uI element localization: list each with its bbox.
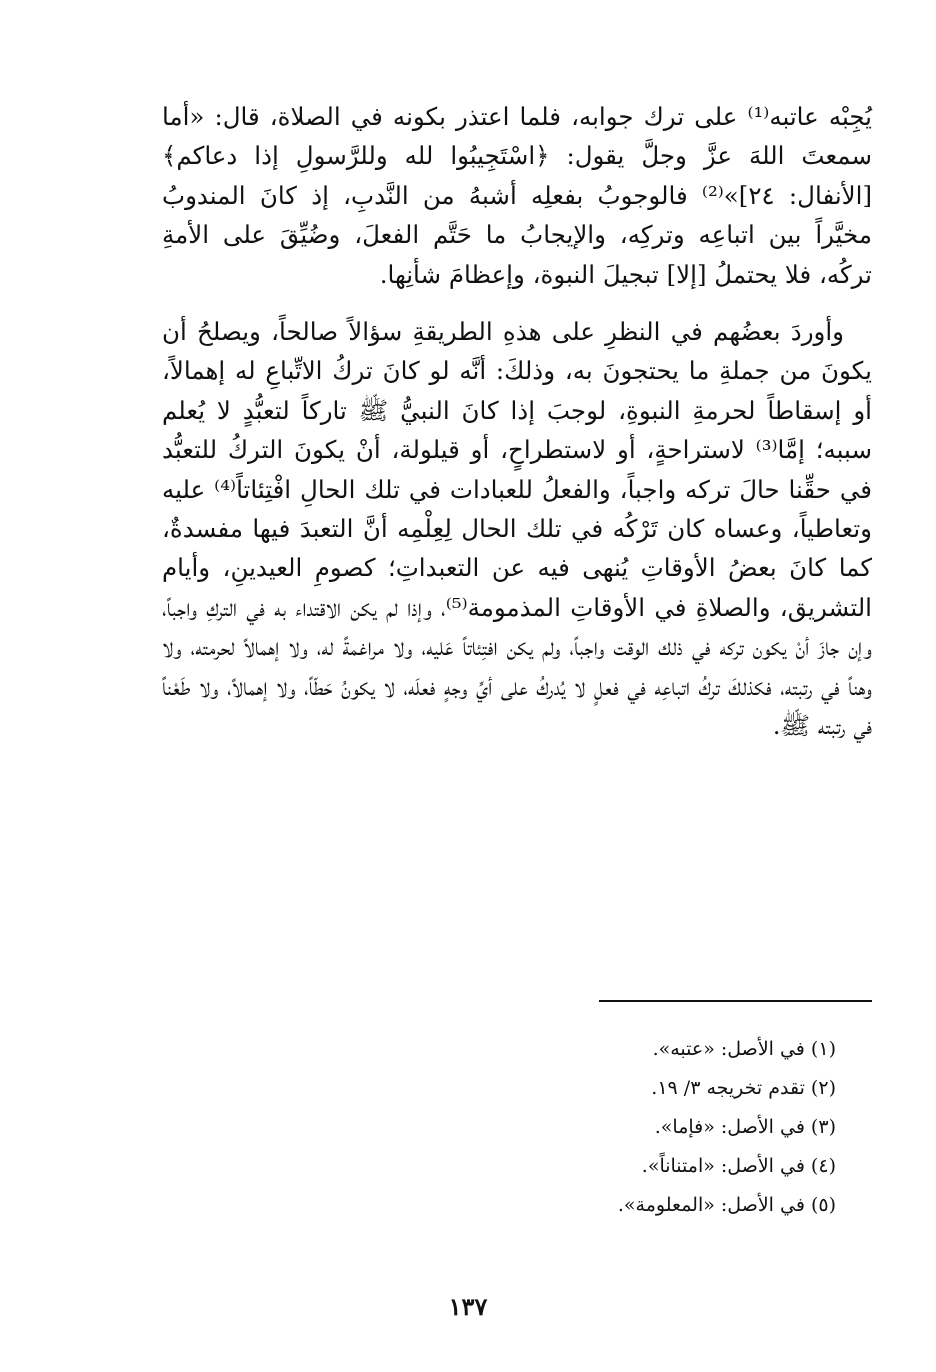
main-text-block: [162, 97, 872, 746]
page-number: ١٣٧: [448, 1292, 488, 1321]
footnote: (١) في الأصل: «عتبه».: [652, 1038, 836, 1060]
footnote-separator: [599, 1000, 872, 1002]
footnote: (٣) في الأصل: «فإما».: [654, 1116, 836, 1138]
footnote: (٥) في الأصل: «المعلومة».: [617, 1194, 836, 1216]
paragraph: يُجِبْه عاتبه⁽¹⁾ على ترك جوابه، فلما اعتذر بكونه في الصلاة، قال: «أما سمعتَ اللهَ عزَّ وجلَّ يقول: ﴿اسْتَجِيبُوا لله وللرَّسولِ إذا دعاكم﴾ [الأنفال: ٢٤]»⁽²⁾ فالوجوبُ بفعلِه أشبهُ من النَّدبِ، إذ كانَ المندوبُ مخيَّراً بين اتباعِه وتركِه، والإيجابُ ما حَتَّم الفعلَ، وضُيِّقَ على الأمةِ تركُه، فلا يحتملُ [إلا] تبجيلَ النبوة، وإعظامَ شأنِها.: [162, 102, 872, 289]
footnote: (٢) تقدم تخريجه ٣/ ١٩.: [651, 1077, 836, 1099]
paragraph: وأوردَ بعضُهم في النظرِ على هذهِ الطريقةِ سؤالاً صالحاً، ويصلحُ أن يكونَ من جملةِ ما يحتجونَ به، وذلكَ: أنَّه لو كانَ تركُ الاتِّباعِ له إهمالاً، أو إسقاطاً لحرمةِ النبوةِ، لوجبَ إذا كانَ النبيُّ ﷺ تاركاً لتعبُّدٍ لا يُعلم سببه؛ إمَّا⁽³⁾ لاستراحةٍ، أو لاستطراحٍ، أو قيلولة، أنْ يكونَ التركُ للتعبُّد في حقِّنا حالَ تركه واجباً، والفعلُ للعبادات في تلك الحالِ افْتِئاتاً⁽⁴⁾ عليه وتعاطياً، وعساه كان تَرْكُه في تلك الحال لِعِلْمِه أنَّ التعبدَ فيها مفسدةٌ، كما كانَ بعضُ الأوقاتِ يُنهى فيه عن التعبداتِ؛ كصومِ العيدينِ، وأيام التشريق، والصلاةِ في الأوقاتِ المذمومة⁽⁵⁾، وإذا لم يكن الاقتداء به في التركِ واجباً، وإن جازَ أنْ يكون تركه في ذلك الوقت واجباً، ولم يكن افتِئاتاً عَليه، ولا مراغمةً له، ولا إهمالاً لحرمته، ولا وهناً في رتبته، فكذلكَ تركُ اتباعِه في فعلٍ لا يُدركُ على أيِّ وجهٍ فعلَه، لا يكونُ حَطّاً، ولا إهمالاً، ولا طَعْناً في رتبته ﷺ.: [162, 317, 872, 741]
footnote: (٤) في الأصل: «امتناناً».: [641, 1155, 836, 1177]
footnotes-list: [516, 1030, 836, 1225]
